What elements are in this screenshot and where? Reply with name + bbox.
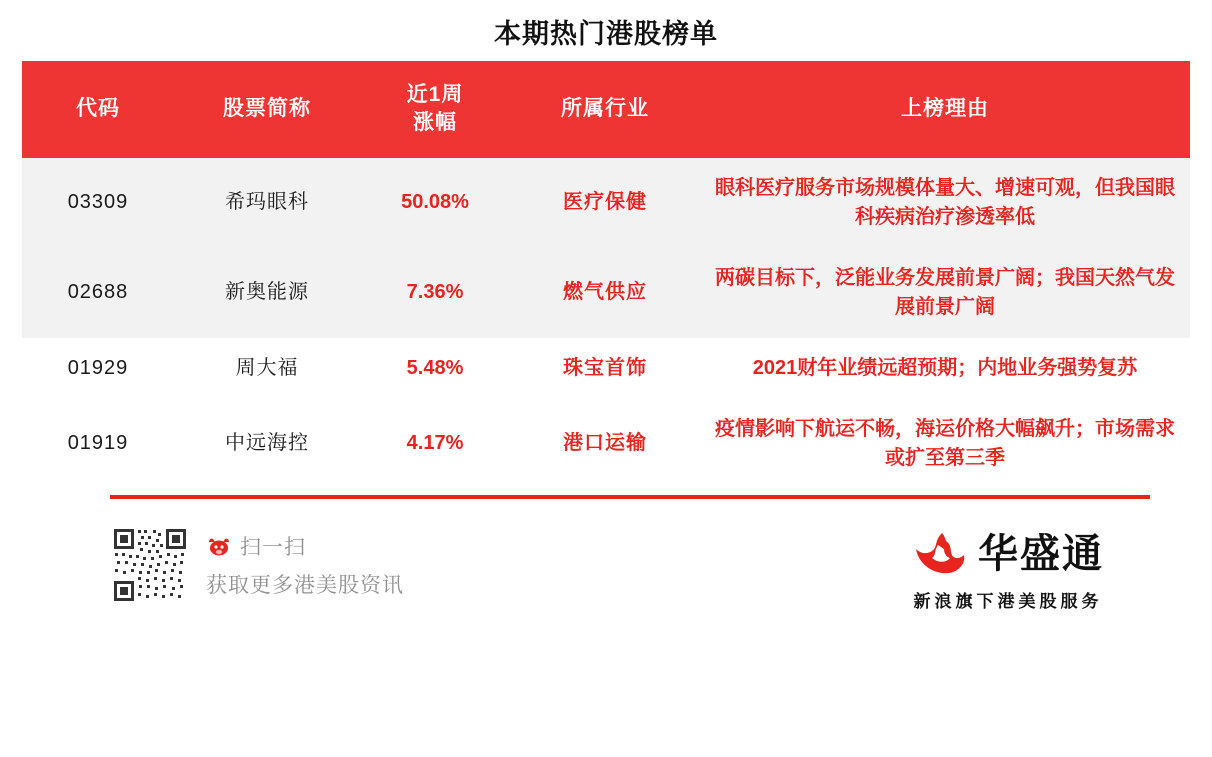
scan-text-block	[206, 531, 404, 599]
scan-line	[206, 531, 404, 561]
footer-scan-group	[112, 527, 404, 603]
page-title: 本期热门港股榜单	[494, 19, 718, 49]
cell-weekly-gain: 4.17%	[360, 399, 510, 489]
cell-reason: 2021财年业绩远超预期；内地业务强势复苏	[700, 338, 1190, 399]
table-body	[22, 158, 1190, 489]
cell-reason: 疫情影响下航运不畅，海运价格大幅飙升；市场需求或扩至第三季	[700, 399, 1190, 489]
cell-code: 01919	[22, 399, 174, 489]
section-divider	[110, 495, 1150, 499]
cell-weekly-gain: 5.48%	[360, 338, 510, 399]
table-header-row	[22, 61, 1190, 158]
scan-sub-label: 获取更多港美股资讯	[206, 573, 404, 597]
cell-industry: 医疗保健	[510, 158, 700, 248]
ranking-table	[22, 61, 1190, 489]
table-row	[22, 338, 1190, 399]
column-header-industry: 所属行业	[510, 61, 700, 158]
brand-tagline: 新浪旗下港美股服务	[913, 591, 1103, 611]
table-header	[22, 61, 1190, 158]
cell-reason: 两碳目标下，泛能业务发展前景广阔；我国天然气发展前景广阔	[700, 248, 1190, 338]
qr-code-icon	[112, 527, 188, 603]
column-header-weekly-gain-line2: 涨幅	[413, 111, 457, 135]
table-row	[22, 248, 1190, 338]
footer	[0, 527, 1212, 637]
ranking-table-wrap	[22, 61, 1190, 489]
cell-industry: 珠宝首饰	[510, 338, 700, 399]
cell-industry: 燃气供应	[510, 248, 700, 338]
cell-name: 周大福	[174, 338, 360, 399]
cell-name: 中远海控	[174, 399, 360, 489]
scan-bull-icon	[206, 533, 232, 559]
cell-weekly-gain: 7.36%	[360, 248, 510, 338]
cell-reason: 眼科医疗服务市场规模体量大、增速可观，但我国眼科疾病治疗渗透率低	[700, 158, 1190, 248]
cell-code: 03309	[22, 158, 174, 248]
cell-name: 希玛眼科	[174, 158, 360, 248]
brand-row	[912, 531, 1104, 577]
column-header-name: 股票简称	[174, 61, 360, 158]
cell-industry: 港口运输	[510, 399, 700, 489]
column-header-weekly-gain-line1: 近1周	[406, 83, 464, 106]
flame-logo-icon	[912, 531, 968, 577]
column-header-weekly-gain	[360, 61, 510, 158]
brand-group	[912, 531, 1104, 612]
cell-name: 新奥能源	[174, 248, 360, 338]
cell-weekly-gain: 50.08%	[360, 158, 510, 248]
brand-name: 华盛通	[978, 531, 1104, 576]
scan-label: 扫一扫	[240, 535, 306, 559]
column-header-reason: 上榜理由	[700, 61, 1190, 158]
cell-code: 02688	[22, 248, 174, 338]
table-row	[22, 399, 1190, 489]
cell-code: 01929	[22, 338, 174, 399]
column-header-code: 代码	[22, 61, 174, 158]
table-row	[22, 158, 1190, 248]
